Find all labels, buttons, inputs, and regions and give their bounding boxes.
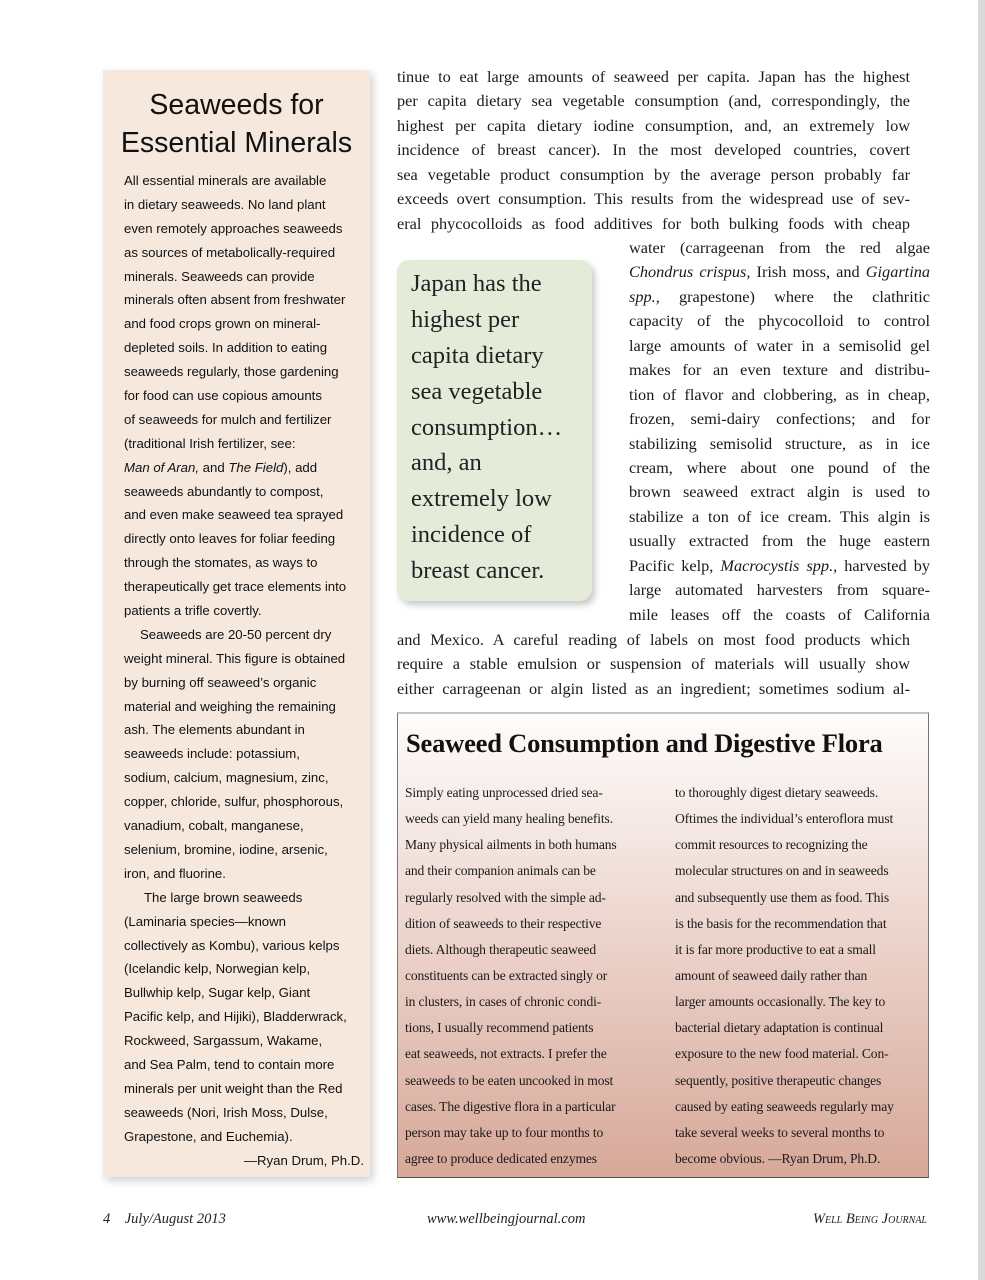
text-line: material and weighing the remaining [124, 698, 336, 714]
pull-quote [397, 260, 592, 601]
text-line: Pacific kelp, and Hijiki), Bladderwrack, [124, 1009, 347, 1025]
text-line: require a stable emulsion or suspension of materials will usually show [397, 654, 910, 674]
text-line: diets. Although therapeutic seaweed [405, 941, 597, 957]
text-line: commit resources to recognizing the [675, 837, 868, 853]
text-line: take several weeks to several months to [675, 1124, 885, 1140]
text-line: agree to produce dedicated enzymes [405, 1150, 597, 1166]
text-line [629, 285, 930, 309]
text-line: incidence of breast cancer). In the most developed countries, covert [397, 140, 910, 160]
text-line: sequently, positive therapeutic changes [675, 1072, 882, 1088]
text-line: tinue to eat large amounts of seaweed per capita. Japan has the highest [397, 67, 910, 86]
text-line: eat seaweeds, not extracts. I prefer the [405, 1046, 607, 1062]
text-line: larger amounts occasionally. The key to [675, 994, 886, 1010]
text-line: exceeds overt consumption. This results from the widespread use of sev- [397, 189, 910, 209]
sidebar-title-line: Seaweeds for [149, 89, 324, 121]
article-text-bottom [397, 628, 910, 701]
text-line: and Sea Palm, tend to contain more [124, 1056, 335, 1072]
text-line: bacterial dietary adaptation is continual [675, 1020, 884, 1036]
text-line: Many physical ailments in both humans [405, 837, 617, 853]
text-line: by burning off seaweed’s organic [124, 674, 317, 690]
footer-url[interactable]: www.wellbeingjournal.com [427, 1211, 586, 1227]
text-line: Grapestone, and Euchemia). [124, 1128, 293, 1144]
text-line: stabilize a ton of ice cream. This algin is [629, 506, 930, 526]
text-line: and, an [411, 449, 482, 477]
sidebar-essential-minerals [103, 70, 370, 1177]
text-line: copper, chloride, sulfur, phosphorous, [124, 794, 344, 810]
text-line: brown seaweed extract algin is used to [629, 482, 930, 502]
text-line: in dietary seaweeds. No land plant [124, 196, 326, 212]
text-line: highest per capita dietary iodine consumption, and, an extremely low [397, 115, 910, 135]
text-line: and Mexico. A careful reading of labels on most food products which [397, 630, 910, 649]
text-line: water (carrageenan from the red algae [629, 238, 930, 257]
text-line: iron, and fluorine. [124, 865, 226, 881]
text-line: directly onto leaves for foliar feeding [124, 531, 336, 547]
text-line: makes for an even texture and distribu- [629, 360, 930, 380]
text-line: stabilizing semisolid structure, as in ice [629, 433, 930, 453]
text-line: minerals. Seaweeds can provide [124, 268, 315, 284]
text-line [629, 554, 930, 578]
text-line: highest per [411, 305, 520, 333]
footer-left [103, 1211, 226, 1228]
text-line: in clusters, in cases of chronic condi- [405, 994, 602, 1010]
text-line: become obvious. —Ryan Drum, Ph.D. [675, 1150, 881, 1166]
text-line: it is far more productive to eat a small [675, 941, 876, 957]
text-line: cases. The digestive flora in a particular [405, 1098, 616, 1114]
box-title: Seaweed Consumption and Digestive Flora [406, 728, 883, 758]
text-line: (Icelandic kelp, Norwegian kelp, [124, 961, 311, 977]
italic-text: The Field [228, 459, 284, 475]
text-line: either carrageenan or algin listed as an ingredient; sometimes sodium al- [397, 678, 910, 698]
text-line: consumption… [411, 413, 563, 441]
text-line: even remotely approaches seaweeds [124, 220, 343, 236]
box-right-column [675, 780, 925, 1172]
text-line: person may take up to four months to [405, 1124, 604, 1140]
text-line: The large brown seaweeds [144, 889, 303, 905]
italic-text: spp. [629, 286, 656, 306]
article-text-top [397, 65, 910, 236]
text-line: seaweeds include: potassium, [124, 746, 300, 762]
text-line: All essential minerals are available [124, 173, 327, 188]
text-line: therapeutically get trace elements into [124, 579, 347, 595]
article-text-narrow [629, 236, 930, 627]
text-line: Oftimes the individual’s enteroflora must [675, 811, 894, 827]
text-line [629, 260, 930, 284]
text-line: (traditional Irish fertilizer, see: [124, 435, 296, 451]
text-line: —Ryan Drum, Ph.D. [243, 1152, 364, 1168]
text-line: capacity of the phycocolloid to control [629, 311, 930, 331]
text-line: tions, I usually recommend patients [405, 1020, 594, 1036]
italic-text: Gigartina [865, 262, 930, 282]
text-line: as sources of metabolically-required [124, 244, 336, 260]
text-line: cream, where about one pound of the [629, 457, 930, 477]
sidebar-title [103, 86, 370, 162]
text-segment: and [199, 459, 229, 475]
text-segment: ), add [283, 459, 318, 475]
text-line: sea vegetable [411, 377, 543, 405]
text-line: and even make seaweed tea sprayed [124, 507, 344, 523]
text-line: seaweeds abundantly to compost, [124, 483, 324, 499]
text-line: Seaweeds are 20-50 percent dry [140, 626, 332, 642]
text-line: seaweeds to be eaten uncooked in most [405, 1072, 614, 1088]
text-line: of seaweeds for mulch and fertilizer [124, 411, 332, 427]
text-line: (Laminaria species—known [124, 913, 286, 929]
text-line: seaweeds regularly, those gardening [124, 364, 339, 380]
text-line: per capita dietary sea vegetable consumption (and, correspondingly, the [397, 91, 910, 111]
text-segment: , grapestone) where the clathritic [655, 286, 930, 306]
text-line: capita dietary [411, 341, 544, 369]
text-line: patients a trifle covertly. [124, 603, 262, 619]
text-segment: Pacific kelp, [629, 555, 721, 575]
issue-date: July/August 2013 [124, 1211, 226, 1227]
text-line: ash. The elements abundant in [124, 722, 305, 738]
text-line: dition of seaweeds to their respective [405, 915, 602, 931]
italic-text: Chondrus crispus, [629, 262, 751, 282]
pull-quote-text [411, 266, 562, 589]
text-line: extremely low [411, 485, 552, 513]
text-line: tion of flavor and clobbering, as in cheap, [629, 384, 930, 404]
text-segment: Irish moss, and [750, 262, 866, 282]
text-line: weeds can yield many healing benefits. [405, 811, 613, 827]
page-number: 4 [103, 1211, 111, 1227]
text-line: collectively as Kombu), various kelps [124, 937, 340, 953]
text-line: depleted soils. In addition to eating [124, 340, 328, 356]
text-line: selenium, bromine, iodine, arsenic, [124, 841, 328, 857]
digestive-flora-box [397, 712, 929, 1178]
text-line: mile leases off the coasts of California [629, 604, 930, 624]
text-line: Bullwhip kelp, Sugar kelp, Giant [124, 985, 311, 1001]
text-line: and subsequently use them as food. This [675, 889, 890, 905]
text-line: minerals per unit weight than the Red [124, 1080, 343, 1096]
text-line: to thoroughly digest dietary seaweeds. [675, 785, 879, 800]
text-line: vanadium, cobalt, manganese, [124, 818, 304, 834]
text-line: Japan has the [411, 270, 542, 297]
text-line: sodium, calcium, magnesium, zinc, [124, 770, 329, 786]
text-line: exposure to the new food material. Con- [675, 1046, 889, 1062]
text-line: breast cancer. [411, 557, 545, 585]
text-line: amount of seaweed daily rather than [675, 967, 868, 983]
text-line: usually extracted from the huge eastern [629, 531, 930, 551]
text-line: and their companion animals can be [405, 863, 596, 879]
text-line: and food crops grown on mineral- [124, 316, 321, 332]
text-line: for food can use copious amounts [124, 388, 322, 404]
text-line: seaweeds (Nori, Irish Moss, Dulse, [124, 1104, 328, 1120]
text-line: constituents can be extracted singly or [405, 967, 608, 983]
footer-publication: Well Being Journal [812, 1211, 927, 1227]
text-line: frozen, semi-dairy confections; and for [629, 409, 930, 429]
text-line: Rockweed, Sargassum, Wakame, [124, 1033, 323, 1049]
box-left-column [405, 780, 667, 1172]
text-line: incidence of [411, 521, 532, 549]
sidebar-body [124, 169, 374, 1172]
text-segment: , harvested by [833, 555, 930, 575]
italic-text: Macrocystis spp. [720, 555, 834, 575]
text-line: caused by eating seaweeds regularly may [675, 1098, 894, 1114]
text-line: sea vegetable product consumption by the average person probably far [397, 164, 910, 184]
text-line: large amounts of water in a semisolid gel [629, 335, 930, 355]
text-line: molecular structures on and in seaweeds [675, 863, 889, 879]
text-line: eral phycocolloids as food additives for both bulking foods with cheap [397, 213, 910, 233]
text-line: minerals often absent from freshwater [124, 292, 346, 308]
text-line: large automated harvesters from square- [629, 580, 930, 600]
text-line: is the basis for the recommendation that [675, 915, 887, 931]
text-line: Simply eating unprocessed dried sea- [405, 785, 603, 800]
text-line: through the stomates, as ways to [124, 555, 318, 571]
scrollbar[interactable] [978, 0, 985, 1280]
italic-text: Man of Aran, [124, 459, 200, 475]
text-line [124, 456, 374, 480]
text-line: weight mineral. This figure is obtained [124, 650, 346, 666]
text-line: regularly resolved with the simple ad- [405, 889, 606, 905]
sidebar-title-line: Essential Minerals [120, 127, 353, 159]
